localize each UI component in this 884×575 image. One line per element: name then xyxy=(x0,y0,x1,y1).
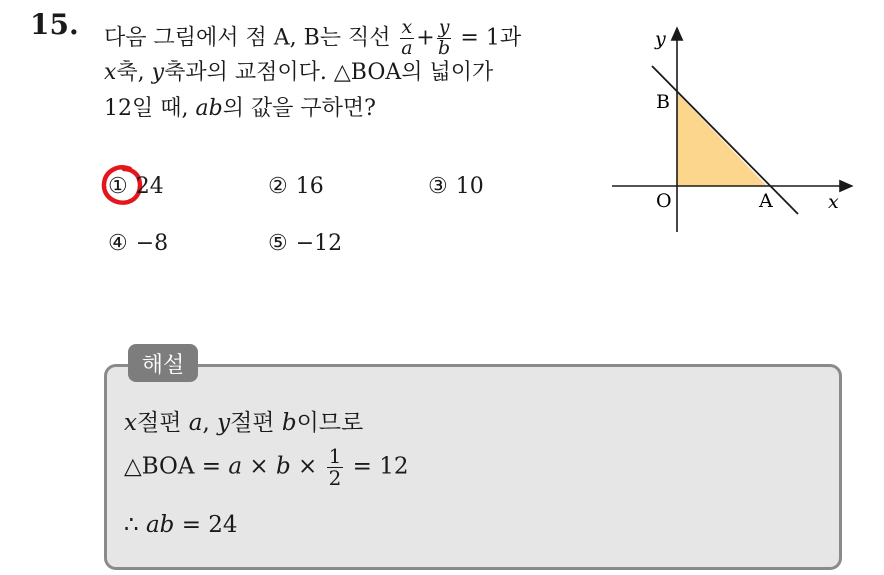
question-line-3 xyxy=(104,98,376,120)
label-y: y xyxy=(655,28,666,50)
question-text: 축, xyxy=(116,60,152,85)
question-text: 12일 때, xyxy=(104,96,196,121)
solution-line-1: x절편 a, y절편 b이므로 xyxy=(124,410,364,436)
var-y: y xyxy=(151,60,165,85)
question-text: 의 값을 구하면? xyxy=(222,96,376,121)
label-x: x xyxy=(828,191,839,213)
choice-5[interactable]: ⑤ −12 xyxy=(268,231,343,256)
question-text: 축과의 교점이다. △BOA의 넓이가 xyxy=(164,60,494,85)
solution-tab: 해설 xyxy=(128,344,198,382)
choice-1[interactable]: ① 24 xyxy=(108,174,164,199)
choice-3[interactable]: ③ 10 xyxy=(428,174,484,199)
solution-line-2: △BOA = a × b × $\frac{1}{2}$ = 12 xyxy=(124,444,409,490)
var-x: x xyxy=(104,60,117,85)
question-line-1 xyxy=(104,18,521,59)
question-line-2 xyxy=(104,62,493,84)
coordinate-graph xyxy=(600,20,860,240)
line-ab xyxy=(652,66,798,214)
fraction-x-over-a: $\frac{x}{a}$ xyxy=(401,16,413,59)
choice-4[interactable]: ④ −8 xyxy=(108,231,169,256)
fraction-y-over-b: $\frac{y}{b}$ xyxy=(437,16,451,59)
question-number: 15. xyxy=(30,8,79,41)
choice-2[interactable]: ② 16 xyxy=(268,174,324,199)
solution-line-3: ∴ ab = 24 xyxy=(124,512,238,538)
plus-sign: + xyxy=(416,25,435,51)
var-ab: ab xyxy=(195,96,223,121)
label-a: A xyxy=(759,190,773,212)
label-o: O xyxy=(656,190,672,212)
label-b: B xyxy=(656,91,670,113)
triangle-boa xyxy=(677,93,767,186)
fraction-one-half: $\frac{1}{2}$ xyxy=(328,444,342,490)
question-text: = 1과 xyxy=(453,25,522,51)
question-text: 다음 그림에서 점 A, B는 직선 xyxy=(104,25,398,51)
